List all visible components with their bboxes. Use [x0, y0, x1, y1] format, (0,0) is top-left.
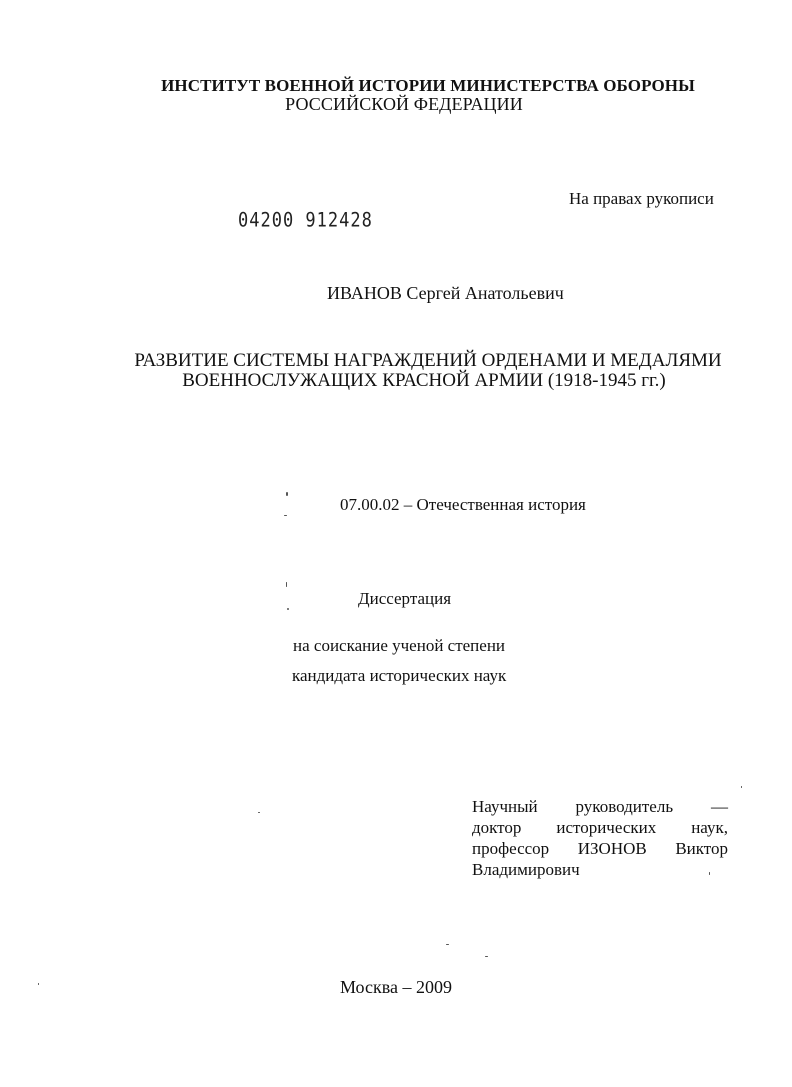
scan-speck [284, 515, 287, 516]
supervisor-word: Владимирович [472, 860, 580, 879]
supervisor-word: исторических [556, 818, 657, 837]
supervisor-word: профессор [472, 839, 550, 858]
city-year: Москва – 2009 [340, 977, 452, 997]
scan-speck [38, 983, 39, 985]
manuscript-rights-note: На правах рукописи [569, 189, 714, 208]
dissertation-title-line2: ВОЕННОСЛУЖАЩИХ КРАСНОЙ АРМИИ (1918-1945 гг.) [182, 370, 666, 391]
scan-speck [286, 582, 287, 587]
supervisor-word: — [710, 797, 728, 816]
supervisor-word: Виктор [675, 839, 728, 858]
document-type: Диссертация [358, 589, 452, 608]
dissertation-title-line1: РАЗВИТИЕ СИСТЕМЫ НАГРАЖДЕНИЙ ОРДЕНАМИ И МЕДАЛЯМИ [134, 350, 722, 371]
supervisor-line3 [472, 838, 728, 859]
supervisor-line2 [472, 817, 728, 838]
supervisor-block [472, 796, 728, 880]
scan-speck [287, 608, 289, 610]
scan-speck [485, 956, 488, 957]
author-name: ИВАНОВ Сергей Анатольевич [327, 283, 564, 303]
scan-speck [709, 872, 710, 875]
scan-speck [446, 944, 449, 945]
library-stamp-number: 04200 912428 [238, 209, 373, 232]
supervisor-line4 [472, 859, 728, 880]
degree-line1: на соискание ученой степени [293, 636, 506, 655]
scan-speck [741, 786, 742, 788]
supervisor-word: ИЗОНОВ [577, 839, 647, 858]
institute-name-line1: ИНСТИТУТ ВОЕННОЙ ИСТОРИИ МИНИСТЕРСТВА ОБОРОНЫ [161, 76, 695, 95]
supervisor-word: Научный [472, 797, 538, 816]
supervisor-word: наук, [691, 818, 728, 837]
supervisor-line1 [472, 796, 728, 817]
supervisor-word: руководитель [575, 797, 674, 816]
scan-speck [258, 812, 260, 813]
specialty-code: 07.00.02 – Отечественная история [340, 495, 586, 514]
scan-speck [286, 492, 288, 496]
institute-name-line2: РОССИЙСКОЙ ФЕДЕРАЦИИ [285, 94, 523, 114]
supervisor-word: доктор [472, 818, 522, 837]
degree-line2: кандидата исторических наук [292, 666, 507, 685]
